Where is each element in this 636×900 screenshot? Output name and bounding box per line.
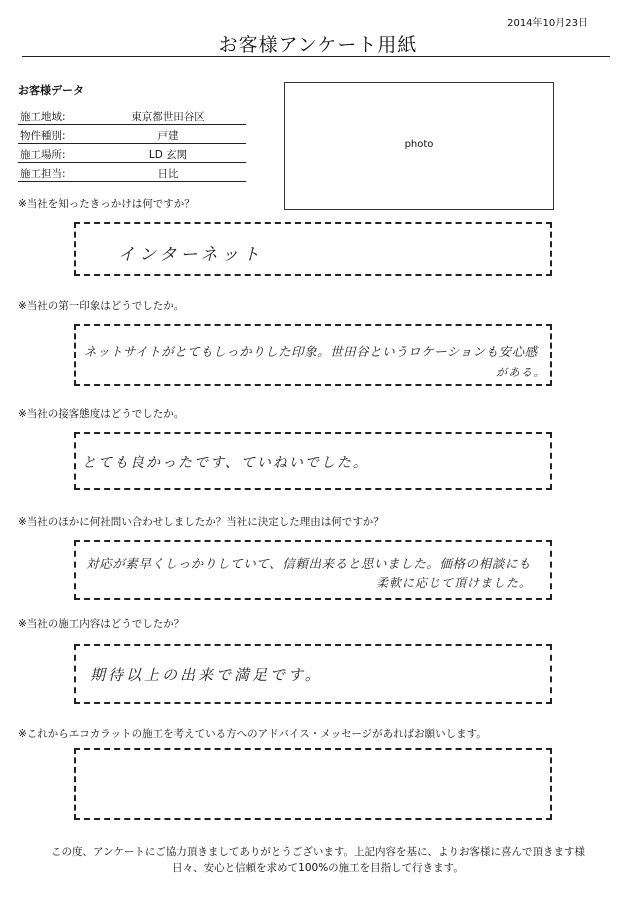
info-row-staff: [18, 163, 246, 182]
info-row-location: [18, 144, 246, 163]
question-construction-quality: ※当社の施工内容はどうでしたか？: [18, 618, 185, 630]
answer-box-other-companies: [74, 540, 552, 600]
photo-label: photo: [404, 139, 434, 150]
info-value: 日比: [157, 168, 179, 180]
answer-box-advice: [74, 748, 552, 820]
photo-placeholder: [284, 82, 554, 210]
answer-box-customer-service: [74, 432, 552, 490]
info-row-area: [18, 106, 246, 125]
answer-box-how-found: [74, 222, 552, 276]
info-label: 施工担当:: [20, 168, 66, 180]
question-customer-service: ※当社の接客態度はどうでしたか。: [18, 408, 185, 420]
info-label: 物件種別:: [20, 130, 66, 142]
page-title: お客様アンケート用紙: [218, 34, 418, 56]
answer-text: 柔軟に応じて頂けました。: [376, 576, 533, 590]
answer-text: がある。: [496, 366, 546, 379]
answer-text: ネットサイトがとてもしっかりした印象。世田谷というロケーションも安心感: [84, 344, 538, 359]
info-value: LD 玄関: [148, 149, 188, 161]
info-row-property-type: [18, 125, 246, 144]
answer-text: 対応が素早くしっかりしていて、信頼出来ると思いました。価格の相談にも: [86, 556, 532, 571]
info-value: 戸建: [157, 130, 179, 142]
question-first-impression: ※当社の第一印象はどうでしたか。: [18, 300, 185, 312]
answer-text: 期待以上の出来で満足です。: [90, 666, 323, 684]
answer-box-construction-quality: [74, 644, 552, 704]
answer-text: インターネット: [118, 245, 264, 265]
question-other-companies: ※当社のほかに何社問い合わせしましたか？当社に決定した理由は何ですか？: [18, 516, 384, 528]
customer-data-heading: お客様データ: [18, 84, 84, 97]
info-label: 施工地域:: [20, 111, 66, 123]
info-value: 東京都世田谷区: [131, 111, 205, 123]
footer-line-1: この度、アンケートにご協力頂きましてありがとうございます。上記内容を基に、よりお客様に喜んで頂きます様: [50, 846, 586, 858]
answer-text: とても良かったです、ていねいでした。: [82, 455, 369, 471]
answer-box-first-impression: [74, 324, 552, 386]
footer-line-2: 日々、安心と信頼を求めて100%の施工を目指して行きます。: [172, 862, 464, 874]
info-label: 施工場所:: [20, 149, 66, 161]
question-how-found: ※当社を知ったきっかけは何ですか？: [18, 198, 195, 210]
title-underline: [22, 56, 610, 57]
survey-date: 2014年10月23日: [507, 18, 588, 29]
question-advice: ※これからエコカラットの施工を考えている方へのアドバイス・メッセージがあればお願いします。: [18, 728, 487, 740]
